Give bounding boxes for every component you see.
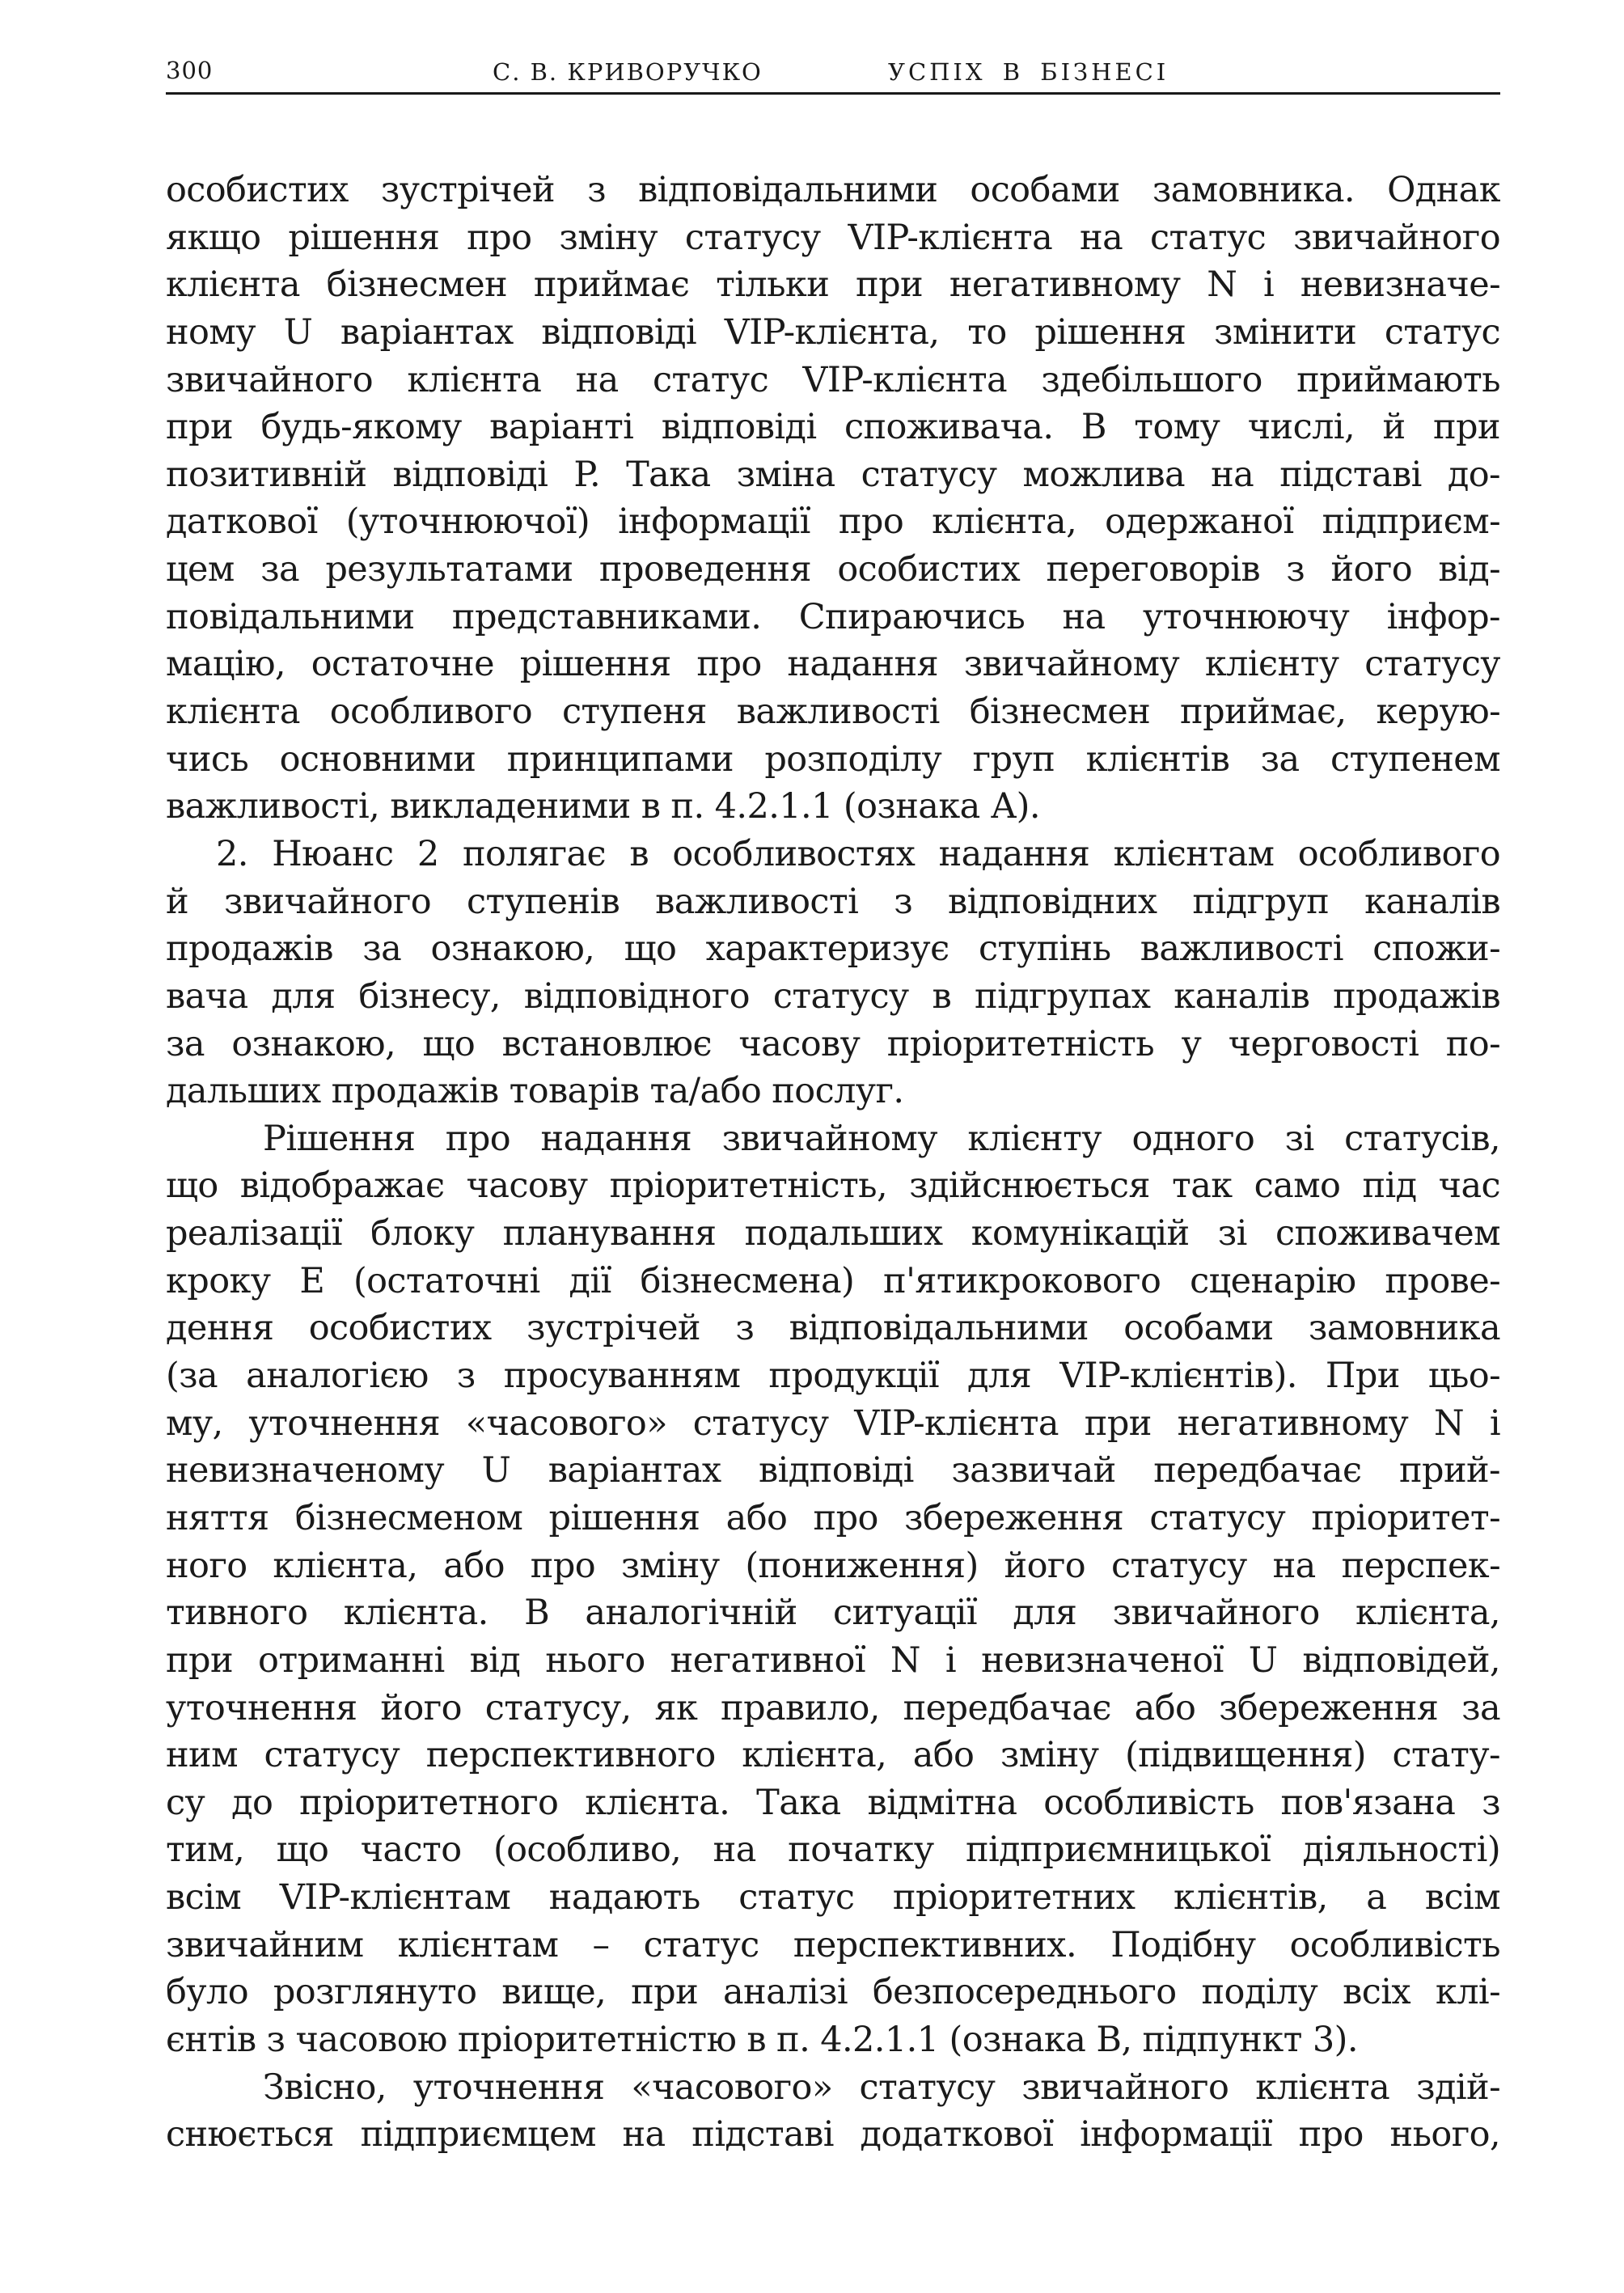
text-line: при будь-якому варіанті відповіді споживача. В тому числі, й при [166, 407, 1500, 448]
text-line: тим, що часто (особливо, на початку підприємницької діяльності) [166, 1830, 1500, 1871]
text-line: при отриманні від нього негативної N і невизначеної U відповідей, [166, 1639, 1500, 1681]
text-line: й звичайного ступенів важливості з відповідних підгруп каналів [166, 881, 1500, 922]
text-line: продажів за ознакою, що характеризує ступінь важливості спожи- [166, 929, 1500, 970]
text-line: 2. Нюанс 2 полягає в особливостях надання клієнтам особливого [216, 833, 1500, 874]
text-line: за ознакою, що встановлює часову пріоритетність у черговості по- [166, 1023, 1500, 1064]
text-line: Звісно, уточнення «часового» статусу звичайного клієнта здій- [263, 2067, 1500, 2108]
text-line: якщо рішення про зміну статусу VIP-клієнта на статус звичайного [166, 217, 1500, 258]
text-line: цем за результатами проведення особистих переговорів з його від- [166, 549, 1500, 590]
text-line: кроку Е (остаточні дії бізнесмена) п'ятикрокового сценарію прове- [166, 1260, 1500, 1301]
text-line: уточнення його статусу, як правило, передбачає або збереження за [166, 1687, 1500, 1728]
text-line: вача для бізнесу, відповідного статусу в підгрупах каналів продажів [166, 975, 1500, 1017]
text-line: єнтів з часовою пріоритетністю в п. 4.2.1.1 (ознака В, підпункт 3). [166, 2019, 1358, 2060]
book-title: УСПІХ В БІЗНЕСІ [888, 58, 1169, 86]
author-name: С. В. КРИВОРУЧКО [493, 58, 763, 86]
text-line: особистих зустрічей з відповідальними особами замовника. Однак [166, 170, 1500, 210]
text-line: дальших продажів товарів та/або послуг. [166, 1071, 904, 1112]
text-line: ному U варіантах відповіді VIP-клієнта, то рішення змінити статус [166, 311, 1500, 353]
text-line: клієнта особливого ступеня важливості бізнесмен приймає, керую- [166, 692, 1500, 733]
text-line: дення особистих зустрічей з відповідальними особами замовника [166, 1308, 1500, 1349]
text-line: ного клієнта, або про зміну (пониження) його статусу на перспек- [166, 1545, 1500, 1586]
body-text [166, 167, 1500, 2159]
text-line: повідальними представниками. Спираючись на уточнюючу інфор- [166, 596, 1500, 637]
text-line: звичайним клієнтам – статус перспективних. Подібну особливість [166, 1924, 1500, 1965]
text-line: клієнта бізнесмен приймає тільки при негативному N і невизначе- [166, 264, 1500, 306]
text-line: (за аналогією з просуванням продукції для VIP-клієнтів). При цьо- [166, 1356, 1500, 1397]
text-line: було розглянуто вище, при аналізі безпосереднього поділу всіх клі- [166, 1972, 1500, 2013]
text-line: му, уточнення «часового» статусу VIP-клієнта при негативному N і [166, 1402, 1500, 1444]
text-line: всім VIP-клієнтам надають статус пріоритетних клієнтів, а всім [166, 1877, 1500, 1919]
text-line: даткової (уточнюючої) інформації про клієнта, одержаної підприєм- [166, 501, 1500, 543]
text-line: звичайного клієнта на статус VIP-клієнта здебільшого приймають [166, 359, 1500, 400]
running-header [166, 53, 1500, 95]
text-line: су до пріоритетного клієнта. Така відмітна особливість пов'язана з [166, 1782, 1500, 1823]
text-line: чись основними принципами розподілу груп клієнтів за ступенем [166, 738, 1500, 780]
text-line: позитивній відповіді P. Така зміна статусу можлива на підставі до- [166, 454, 1500, 495]
text-line: важливості, викладеними в п. 4.2.1.1 (ознака А). [166, 786, 1040, 827]
text-line: Рішення про надання звичайному клієнту одного зі статусів, [263, 1118, 1500, 1159]
text-line: няття бізнесменом рішення або про збереження статусу пріоритет- [166, 1497, 1500, 1538]
text-line: мацію, остаточне рішення про надання звичайному клієнту статусу [166, 644, 1500, 685]
text-line: невизначеному U варіантах відповіді зазвичай передбачає прий- [166, 1450, 1500, 1491]
text-line: реалізації блоку планування подальших комунікацій зі споживачем [166, 1213, 1500, 1254]
text-line: тивного клієнта. В аналогічній ситуації для звичайного клієнта, [166, 1593, 1500, 1634]
page-number: 300 [166, 57, 214, 84]
text-line: ним статусу перспективного клієнта, або зміну (підвищення) стату- [166, 1735, 1500, 1776]
text-line: що відображає часову пріоритетність, здійснюється так само під час [166, 1166, 1500, 1207]
text-line: снюється підприємцем на підставі додаткової інформації про нього, [166, 2114, 1500, 2156]
